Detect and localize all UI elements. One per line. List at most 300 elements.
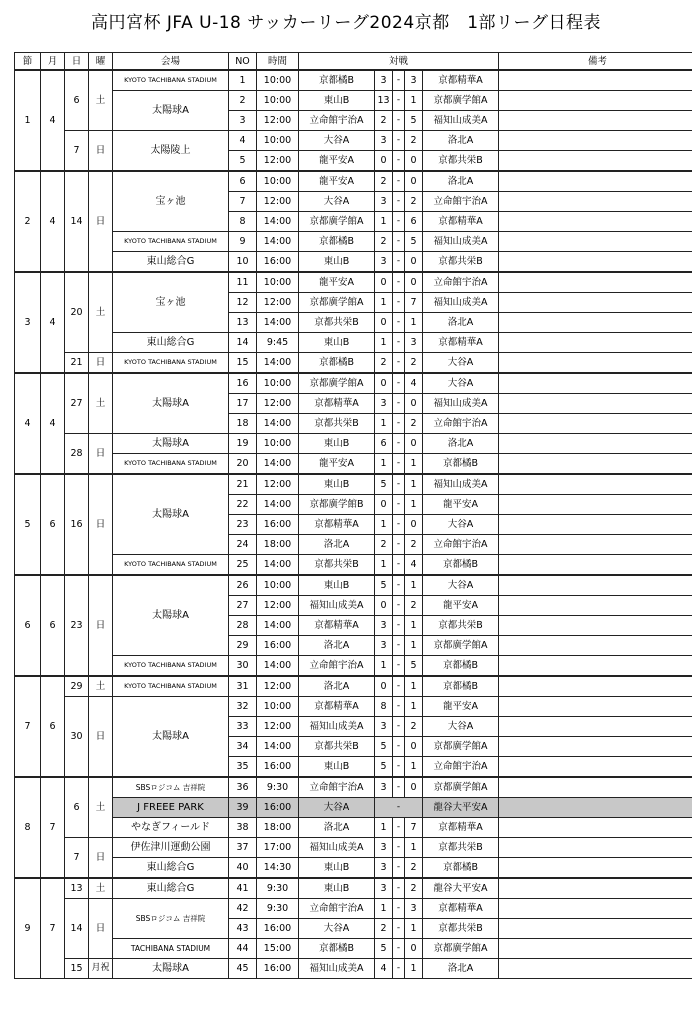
remarks-cell [499,818,692,838]
away-team: 立命館宇治A [423,414,499,434]
venue-cell: 東山総合G [113,333,229,353]
away-team: 大谷A [423,575,499,596]
home-score: 3 [375,636,393,656]
venue-cell: KYOTO TACHIBANA STADIUM [113,232,229,252]
header-no: NO [229,53,257,71]
away-team: 京都精華A [423,818,499,838]
venue-cell: SBSロジコム 吉祥院 [113,777,229,798]
score-separator: - [393,575,405,596]
away-score: 1 [405,313,423,333]
home-score: 0 [375,313,393,333]
away-score: 1 [405,91,423,111]
match-time: 10:00 [257,131,299,151]
match-number: 36 [229,777,257,798]
match-time: 10:00 [257,171,299,192]
home-team: 東山B [299,757,375,778]
home-team: 東山B [299,575,375,596]
remarks-cell [499,697,692,717]
table-row [15,171,692,192]
month-cell: 6 [41,676,65,777]
table-row [15,959,692,979]
match-number: 22 [229,495,257,515]
weekday-cell: 日 [89,697,113,778]
venue-cell: KYOTO TACHIBANA STADIUM [113,656,229,677]
away-team: 龍平安A [423,495,499,515]
remarks-cell [499,676,692,697]
match-time: 12:00 [257,111,299,131]
score-separator: - [393,313,405,333]
away-team: 龍平安A [423,697,499,717]
schedule-body [15,70,692,979]
table-row [15,555,692,576]
table-row [15,91,692,111]
away-score: 2 [405,717,423,737]
away-team: 京都精華A [423,333,499,353]
venue-cell: KYOTO TACHIBANA STADIUM [113,555,229,576]
score-separator: - [393,676,405,697]
match-time: 9:30 [257,899,299,919]
remarks-cell [499,919,692,939]
away-score: 1 [405,575,423,596]
score-separator: - [393,70,405,91]
score-separator: - [393,293,405,313]
match-number: 9 [229,232,257,252]
away-team: 大谷A [423,373,499,394]
home-score: 2 [375,232,393,252]
away-score: 7 [405,818,423,838]
home-team: 東山B [299,434,375,454]
match-time: 14:30 [257,858,299,879]
match-time: 10:00 [257,373,299,394]
home-score: 13 [375,91,393,111]
home-score: 0 [375,676,393,697]
match-number: 42 [229,899,257,919]
header-row [15,53,692,71]
home-team: 立命館宇治A [299,777,375,798]
match-time: 18:00 [257,535,299,555]
match-number: 24 [229,535,257,555]
round-number: 7 [15,676,41,777]
away-team: 福知山成美A [423,474,499,495]
away-score: 2 [405,131,423,151]
away-score: 1 [405,495,423,515]
match-time: 17:00 [257,838,299,858]
home-score: 1 [375,212,393,232]
away-score: 6 [405,212,423,232]
away-score: 0 [405,151,423,172]
day-cell: 14 [65,171,89,272]
away-score: 2 [405,192,423,212]
away-team: 洛北A [423,171,499,192]
match-time: 12:00 [257,717,299,737]
score-separator: - [393,919,405,939]
match-time: 14:00 [257,414,299,434]
home-team: 立命館宇治A [299,656,375,677]
home-score: 5 [375,474,393,495]
away-score: 0 [405,777,423,798]
match-time: 16:00 [257,919,299,939]
score-separator: - [393,414,405,434]
remarks-cell [499,232,692,252]
match-number: 19 [229,434,257,454]
match-number: 28 [229,616,257,636]
home-team: 龍平安A [299,151,375,172]
remarks-cell [499,959,692,979]
home-team: 洛北A [299,818,375,838]
home-team: 京都廣学館B [299,495,375,515]
header-month: 月 [41,53,65,71]
table-row [15,575,692,596]
home-score: 1 [375,899,393,919]
away-score: 2 [405,414,423,434]
home-team: 福知山成美A [299,838,375,858]
match-time: 12:00 [257,596,299,616]
score-separator: - [393,333,405,353]
match-number: 23 [229,515,257,535]
match-time: 12:00 [257,151,299,172]
away-team: 洛北A [423,131,499,151]
venue-cell: SBSロジコム 吉祥院 [113,899,229,939]
home-score: 0 [375,151,393,172]
home-score: 0 [375,272,393,293]
home-team: 東山B [299,333,375,353]
home-team: 京都共栄B [299,737,375,757]
home-score: 0 [375,596,393,616]
match-time: 14:00 [257,737,299,757]
match-time: 14:00 [257,454,299,475]
away-team: 福知山成美A [423,394,499,414]
table-row [15,474,692,495]
away-team: 洛北A [423,959,499,979]
home-score: 0 [375,495,393,515]
away-team: 洛北A [423,313,499,333]
match-number: 17 [229,394,257,414]
score-separator: - [393,212,405,232]
away-team: 大谷A [423,515,499,535]
away-score: 1 [405,616,423,636]
remarks-cell [499,70,692,91]
match-number: 25 [229,555,257,576]
away-score: 1 [405,636,423,656]
home-score: 3 [375,131,393,151]
match-time: 16:00 [257,959,299,979]
match-number: 13 [229,313,257,333]
score-separator: - [393,131,405,151]
home-team: 東山B [299,858,375,879]
home-team: 龍平安A [299,454,375,475]
venue-cell: 太陽球A [113,474,229,555]
score-separator: - [393,535,405,555]
venue-cell: 伊佐津川運動公園 [113,838,229,858]
match-number: 41 [229,878,257,899]
remarks-cell [499,373,692,394]
away-team: 京都廣学館A [423,939,499,959]
match-time: 16:00 [257,636,299,656]
away-score: 1 [405,474,423,495]
remarks-cell [499,434,692,454]
match-time: 10:00 [257,70,299,91]
venue-cell: 宝ヶ池 [113,171,229,232]
away-team: 大谷A [423,717,499,737]
match-number: 12 [229,293,257,313]
score-separator: - [393,474,405,495]
score-separator: - [393,717,405,737]
match-number: 38 [229,818,257,838]
match-time: 18:00 [257,818,299,838]
home-score: 2 [375,353,393,374]
month-cell: 7 [41,878,65,979]
home-team: 京都橘B [299,939,375,959]
away-score: 0 [405,515,423,535]
remarks-cell [499,555,692,576]
home-team: 洛北A [299,636,375,656]
match-number: 31 [229,676,257,697]
home-score: 3 [375,838,393,858]
home-team: 立命館宇治A [299,111,375,131]
away-team: 京都橘B [423,555,499,576]
match-time: 12:00 [257,676,299,697]
away-team: 京都精華A [423,70,499,91]
away-team: 京都橘B [423,454,499,475]
header-remarks: 備考 [499,53,692,71]
home-score: 1 [375,454,393,475]
away-team: 立命館宇治A [423,272,499,293]
match-number: 3 [229,111,257,131]
score-separator: - [393,353,405,374]
home-score: 1 [375,293,393,313]
score-separator: - [393,515,405,535]
away-score: 0 [405,737,423,757]
remarks-cell [499,151,692,172]
weekday-cell: 土 [89,70,113,131]
remarks-cell [499,636,692,656]
away-score: 1 [405,919,423,939]
score-pending: - [375,798,423,818]
score-separator: - [393,939,405,959]
away-team: 福知山成美A [423,111,499,131]
score-separator: - [393,656,405,677]
remarks-cell [499,858,692,879]
day-cell: 15 [65,959,89,979]
home-team: 東山B [299,878,375,899]
match-number: 43 [229,919,257,939]
remarks-cell [499,535,692,555]
match-time: 16:00 [257,515,299,535]
away-score: 1 [405,838,423,858]
remarks-cell [499,838,692,858]
score-separator: - [393,899,405,919]
match-time: 14:00 [257,353,299,374]
away-team: 京都精華A [423,899,499,919]
score-separator: - [393,838,405,858]
home-team: 京都精華A [299,515,375,535]
match-time: 12:00 [257,293,299,313]
home-score: 5 [375,757,393,778]
weekday-cell: 日 [89,838,113,879]
table-row [15,232,692,252]
away-score: 0 [405,434,423,454]
day-cell: 28 [65,434,89,475]
away-team: 立命館宇治A [423,757,499,778]
venue-cell: KYOTO TACHIBANA STADIUM [113,676,229,697]
venue-cell: 東山総合G [113,858,229,879]
remarks-cell [499,454,692,475]
home-team: 東山B [299,252,375,273]
day-cell: 16 [65,474,89,575]
away-team: 京都廣学館A [423,636,499,656]
away-score: 2 [405,878,423,899]
table-row [15,676,692,697]
match-number: 6 [229,171,257,192]
home-team: 京都精華A [299,616,375,636]
venue-cell: 太陽球A [113,91,229,131]
match-number: 7 [229,192,257,212]
home-score: 5 [375,939,393,959]
score-separator: - [393,818,405,838]
away-score: 1 [405,454,423,475]
weekday-cell: 日 [89,474,113,575]
home-score: 3 [375,777,393,798]
round-number: 5 [15,474,41,575]
table-row [15,272,692,293]
away-score: 3 [405,70,423,91]
table-row [15,454,692,475]
remarks-cell [499,777,692,798]
day-cell: 7 [65,838,89,879]
match-time: 14:00 [257,232,299,252]
match-time: 16:00 [257,757,299,778]
remarks-cell [499,798,692,818]
month-cell: 4 [41,373,65,474]
away-score: 0 [405,272,423,293]
schedule-table [14,52,692,979]
remarks-cell [499,333,692,353]
remarks-cell [499,515,692,535]
away-team: 立命館宇治A [423,192,499,212]
home-team: 立命館宇治A [299,899,375,919]
table-row [15,939,692,959]
remarks-cell [499,111,692,131]
header-weekday: 曜 [89,53,113,71]
day-cell: 6 [65,70,89,131]
match-time: 10:00 [257,91,299,111]
venue-cell: 太陽球A [113,434,229,454]
remarks-cell [499,596,692,616]
match-number: 18 [229,414,257,434]
venue-cell: やなぎフィールド [113,818,229,838]
venue-cell: KYOTO TACHIBANA STADIUM [113,353,229,374]
match-number: 29 [229,636,257,656]
score-separator: - [393,171,405,192]
away-score: 1 [405,959,423,979]
month-cell: 7 [41,777,65,878]
round-number: 3 [15,272,41,373]
home-score: 3 [375,717,393,737]
home-score: 4 [375,959,393,979]
weekday-cell: 土 [89,878,113,899]
away-team: 龍平安A [423,596,499,616]
home-team: 京都橘B [299,232,375,252]
round-number: 4 [15,373,41,474]
table-row [15,131,692,151]
remarks-cell [499,495,692,515]
match-time: 12:00 [257,474,299,495]
weekday-cell: 土 [89,777,113,838]
remarks-cell [499,313,692,333]
month-cell: 4 [41,272,65,373]
away-team: 龍谷大平安A [423,878,499,899]
match-time: 10:00 [257,575,299,596]
match-number: 30 [229,656,257,677]
venue-cell: J FREEE PARK [113,798,229,818]
remarks-cell [499,414,692,434]
score-separator: - [393,616,405,636]
month-cell: 6 [41,575,65,676]
remarks-cell [499,272,692,293]
score-separator: - [393,636,405,656]
home-score: 1 [375,414,393,434]
score-separator: - [393,959,405,979]
home-team: 大谷A [299,798,375,818]
header-day: 日 [65,53,89,71]
home-team: 洛北A [299,676,375,697]
venue-cell: 宝ヶ池 [113,272,229,333]
score-separator: - [393,91,405,111]
away-score: 0 [405,252,423,273]
home-team: 福知山成美A [299,717,375,737]
match-time: 15:00 [257,939,299,959]
remarks-cell [499,131,692,151]
home-score: 1 [375,333,393,353]
home-team: 京都廣学館A [299,373,375,394]
table-row [15,252,692,273]
away-score: 0 [405,939,423,959]
weekday-cell: 日 [89,131,113,172]
weekday-cell: 日 [89,434,113,475]
table-row [15,333,692,353]
remarks-cell [499,899,692,919]
day-cell: 21 [65,353,89,374]
venue-cell: 太陽球A [113,959,229,979]
match-time: 14:00 [257,656,299,677]
match-number: 16 [229,373,257,394]
match-number: 27 [229,596,257,616]
remarks-cell [499,878,692,899]
away-team: 大谷A [423,353,499,374]
table-row [15,70,692,91]
home-score: 6 [375,434,393,454]
weekday-cell: 土 [89,676,113,697]
home-team: 京都橘B [299,353,375,374]
page-title: 高円宮杯 JFA U-18 サッカーリーグ2024京都 1部リーグ日程表 [90,13,602,33]
day-cell: 29 [65,676,89,697]
away-team: 京都精華A [423,212,499,232]
table-row [15,656,692,677]
day-cell: 27 [65,373,89,434]
score-separator: - [393,394,405,414]
home-score: 3 [375,858,393,879]
match-number: 34 [229,737,257,757]
venue-cell: 太陽陵上 [113,131,229,172]
match-number: 26 [229,575,257,596]
score-separator: - [393,272,405,293]
table-row [15,777,692,798]
score-separator: - [393,858,405,879]
round-number: 1 [15,70,41,171]
table-row [15,838,692,858]
round-number: 9 [15,878,41,979]
venue-cell: 東山総合G [113,878,229,899]
